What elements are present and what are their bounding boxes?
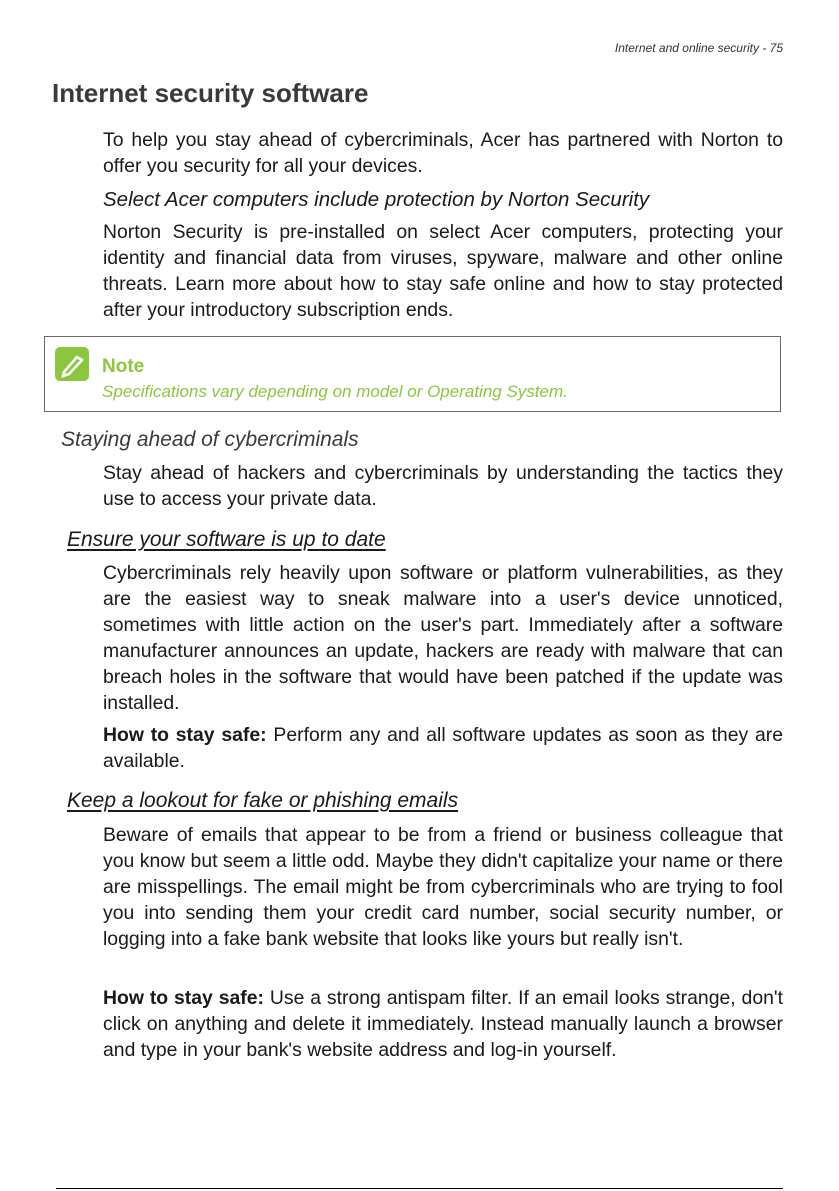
phishing-tip-text: Use a strong antispam filter. If an email looks strange, don't click on anything and delete it immediately. Instead manually launch a browser and type in your bank's website address and log-in yourself. [103, 987, 783, 1061]
note-title: Note [102, 356, 145, 377]
update-heading: Ensure your software is up to date [67, 528, 386, 551]
intro-paragraph: To help you stay ahead of cybercriminals, Acer has partnered with Norton to offer you security for all your devices. [103, 129, 783, 177]
phishing-heading: Keep a lookout for fake or phishing emails [67, 789, 459, 812]
footer-rule [56, 1188, 783, 1189]
staying-ahead-heading: Staying ahead of cybercriminals [61, 428, 359, 451]
phishing-tip [103, 985, 783, 1063]
phishing-tip-label: How to stay safe: [103, 987, 264, 1009]
page-title: Internet security software [52, 78, 369, 108]
running-header: Internet and online security - 75 [614, 41, 783, 55]
norton-heading: Select Acer computers include protection by Norton Security [103, 188, 650, 211]
pencil-icon [55, 347, 89, 381]
update-paragraph: Cybercriminals rely heavily upon software or platform vulnerabilities, as they are the easiest way to sneak malware into a user's device unnoticed, sometimes with little action on the user's part. Immediately after a software manufacturer announces an update, hackers are ready with malware that can breach holes in the software that would have been patched if the update was installed. [103, 562, 783, 714]
note-text: Specifications vary depending on model or Operating System. [102, 382, 568, 401]
staying-ahead-paragraph: Stay ahead of hackers and cybercriminals by understanding the tactics they use to access your private data. [103, 462, 783, 510]
phishing-paragraph: Beware of emails that appear to be from a friend or business colleague that you know but seem a little odd. Maybe they didn't capitalize your name or there are misspellings. The email might be from cybercriminals who are trying to fool you into sending them your credit card number, social security number, or logging into a fake bank website that looks like yours but really isn't. [103, 824, 783, 950]
update-tip [103, 722, 783, 774]
update-tip-label: How to stay safe: [103, 724, 267, 746]
note-box [44, 336, 781, 412]
norton-paragraph: Norton Security is pre-installed on select Acer computers, protecting your identity and financial data from viruses, spyware, malware and other online threats. Learn more about how to stay safe online and how to stay protected after your introductory subscription ends. [103, 221, 783, 321]
update-tip-text: Perform any and all software updates as soon as they are available. [103, 724, 783, 772]
